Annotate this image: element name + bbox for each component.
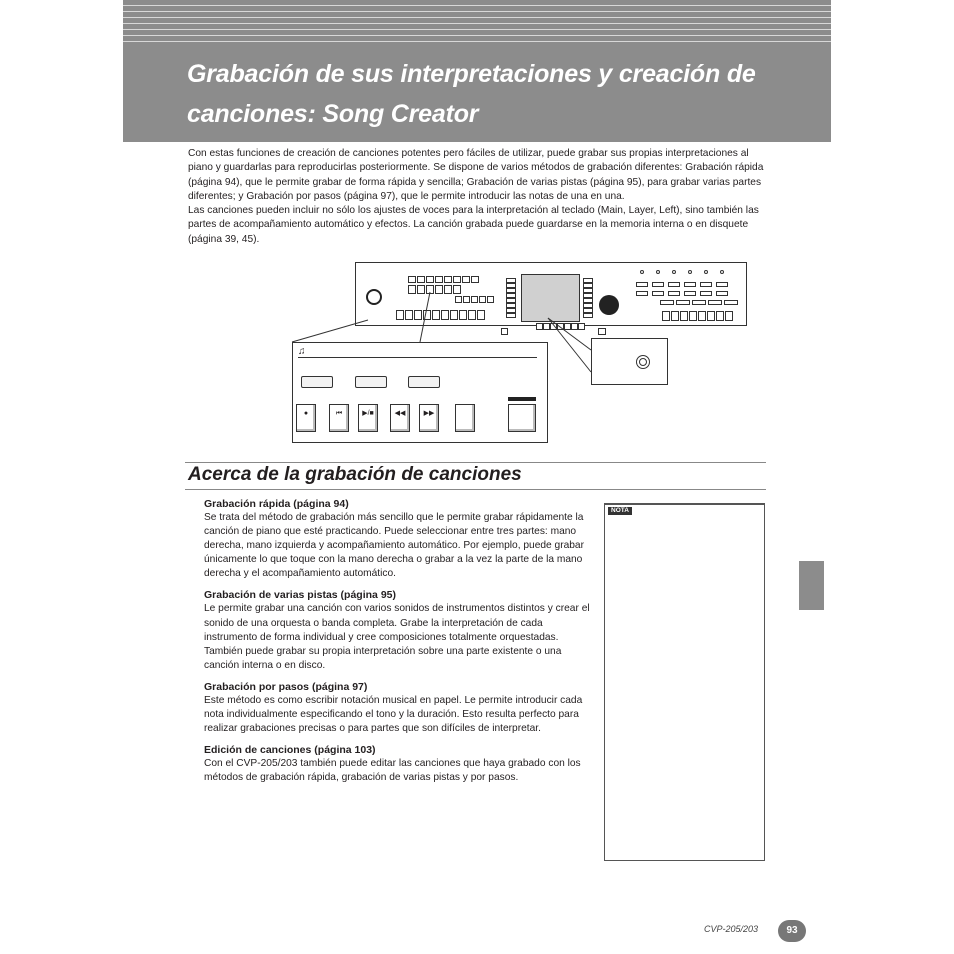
panel-button: [453, 276, 461, 283]
method-item: [204, 588, 594, 672]
panel-button: [417, 285, 425, 294]
intro-text: [188, 147, 768, 247]
chapter-header: [123, 0, 831, 142]
panel-button: [662, 311, 670, 321]
screen-bottom-button: [571, 323, 578, 330]
panel-button: [426, 285, 434, 294]
panel-button: [462, 276, 470, 283]
panel-button: [435, 285, 443, 294]
panel-button: [598, 328, 606, 335]
intro-paragraph-1: Con estas funciones de creación de canciones potentes pero fáciles de utilizar, puede grabar sus propias interpretaciones al piano y guardarlas para reproducirlas posteriormente. Se dispone de varios métodos de grabación diferentes: Grabación rápida (página 94), que le permite grabar de forma rápida y sencilla; Grabación de varias pistas (página 95), para grabar varias partes diferentes; y Grabación por pasos (página 97), que le permite introducir las notas de una en una.: [188, 148, 764, 202]
method-body: Con el CVP-205/203 también puede editar las canciones que haya grabado con los métodos de grabación rápida, grabación de varias pistas y por pasos.: [204, 758, 581, 784]
slider-dot: [720, 270, 724, 274]
panel-button: [636, 282, 648, 287]
screen-bottom-button: [536, 323, 543, 330]
panel-button: [689, 311, 697, 321]
panel-button: [423, 310, 431, 320]
panel-button: [471, 296, 478, 303]
panel-button: [417, 276, 425, 283]
panel-button: [692, 300, 706, 305]
panel-button: [471, 276, 479, 283]
method-item: [204, 680, 594, 736]
panel-button: [405, 310, 413, 320]
method-item: [204, 743, 594, 785]
panel-button: [700, 291, 712, 296]
method-body: Le permite grabar una canción con varios sonidos de instrumentos distintos y crear el sonido de una orquesta o banda completa. Grabe la interpretación de cada instrumento de forma individual y cree composiciones totalmente orquestadas. También puede grabar su propia interpretación sobre una parte existente o una canción interna o en disco.: [204, 603, 590, 671]
method-heading: Grabación rápida (página 94): [204, 498, 349, 510]
song-select-button-icon: [508, 404, 536, 432]
panel-button: [725, 311, 733, 321]
method-heading: Grabación de varias pistas (página 95): [204, 589, 396, 602]
method-body: Este método es como escribir notación musical en papel. Le permite introducir cada nota individualmente especificando el tono y la duración. Esto resulta perfecto para realizar grabaciones precisas o para partes que son difíciles de interpretar.: [204, 694, 583, 735]
panel-button: [463, 296, 470, 303]
panel-button: [435, 276, 443, 283]
method-body: Se trata del método de grabación más sencillo que le permite grabar rápidamente la canción de piano que esté practicando. Puede seleccionar entre tres partes: mano derecha, mano izquierda y acompañamiento automático. Por ejemplo, puede grabar únicamente lo que toque con la mano derecha o grabar a la vez la parte de la mano derecha y el acompañamiento automático.: [204, 512, 584, 580]
method-heading: Grabación por pasos (página 97): [204, 680, 368, 693]
panel-button: [444, 276, 452, 283]
slider-dot: [672, 270, 676, 274]
panel-button: [408, 276, 416, 283]
screen-bottom-button: [550, 323, 557, 330]
chapter-title: Grabación de sus interpretaciones y creación de canciones: Song Creator: [187, 60, 756, 128]
panel-button: [487, 296, 494, 303]
screen-bottom-button: [557, 323, 564, 330]
panel-button: [414, 310, 422, 320]
header-stripes: [123, 0, 831, 42]
panel-button: [707, 311, 715, 321]
song-select-bar: [508, 397, 536, 401]
screen-bottom-button: [543, 323, 550, 330]
recording-methods: [204, 497, 594, 792]
screen-bottom-button: [564, 323, 571, 330]
panel-button: [501, 328, 508, 335]
nota-box: [604, 503, 765, 861]
rewind-button-icon: ◀◀: [390, 404, 410, 432]
panel-button: [468, 310, 476, 320]
play-stop-button-icon: ▶/■: [358, 404, 378, 432]
panel-button: [708, 300, 722, 305]
nota-badge: NOTA: [608, 507, 632, 515]
panel-button: [426, 276, 434, 283]
pause-button-icon: [455, 404, 475, 432]
zoom-rule: [298, 357, 537, 358]
method-heading: Edición de canciones (página 103): [204, 744, 376, 757]
panel-button: [432, 310, 440, 320]
side-screen-button: [583, 313, 593, 318]
panel-button: [396, 310, 404, 320]
panel-button: [450, 310, 458, 320]
chapter-side-tab: [799, 561, 824, 610]
panel-button: [636, 291, 648, 296]
side-screen-button: [506, 313, 516, 318]
panel-button: [459, 310, 467, 320]
panel-button: [668, 291, 680, 296]
panel-button: [453, 285, 461, 294]
slider-dot: [704, 270, 708, 274]
panel-button: [716, 291, 728, 296]
panel-button: [716, 311, 724, 321]
panel-button: [668, 282, 680, 287]
section-rule-bottom: [185, 489, 766, 490]
panel-button: [684, 291, 696, 296]
panel-button: [652, 291, 664, 296]
master-volume-knob-icon: [366, 289, 382, 305]
panel-button: [408, 285, 416, 294]
disk-knob-icon: [636, 355, 650, 369]
panel-button: [698, 311, 706, 321]
section-title: Acerca de la grabación de canciones: [188, 464, 522, 485]
panel-button: [444, 285, 452, 294]
slider-dot: [656, 270, 660, 274]
slider-dot: [688, 270, 692, 274]
intro-paragraph-2: Las canciones pueden incluir no sólo los ajustes de voces para la interpretación al teclado (Main, Layer, Left), sino también las partes de acompañamiento automático y efectos. La canción grabada puede guardarse en la memoria interna o en disquete (página 39, 45).: [188, 205, 759, 245]
top-button-icon: ⏮: [329, 404, 349, 432]
rec-button-icon: ●: [296, 404, 316, 432]
panel-button: [479, 296, 486, 303]
song-lamp-button-3: [408, 376, 440, 388]
panel-button: [716, 282, 728, 287]
panel-button: [724, 300, 738, 305]
panel-button: [676, 300, 690, 305]
slider-dot: [640, 270, 644, 274]
panel-button: [455, 296, 462, 303]
song-lamp-button-1: [301, 376, 333, 388]
panel-button: [671, 311, 679, 321]
panel-button: [660, 300, 674, 305]
panel-button: [684, 282, 696, 287]
screen-bottom-button: [578, 323, 585, 330]
model-name: CVP-205/203: [704, 924, 759, 934]
disk-callout: [591, 338, 668, 385]
page-number: 93: [778, 920, 806, 942]
lcd-screen-illustration: [521, 274, 580, 322]
panel-button: [477, 310, 485, 320]
panel-button: [652, 282, 664, 287]
method-item: [204, 497, 594, 581]
song-note-icon: ♫: [298, 346, 306, 357]
panel-button: [700, 282, 712, 287]
fast-forward-button-icon: ▶▶: [419, 404, 439, 432]
panel-button: [441, 310, 449, 320]
data-dial-icon: [599, 295, 619, 315]
song-controls-zoom: [292, 342, 548, 443]
panel-button: [680, 311, 688, 321]
song-lamp-button-2: [355, 376, 387, 388]
